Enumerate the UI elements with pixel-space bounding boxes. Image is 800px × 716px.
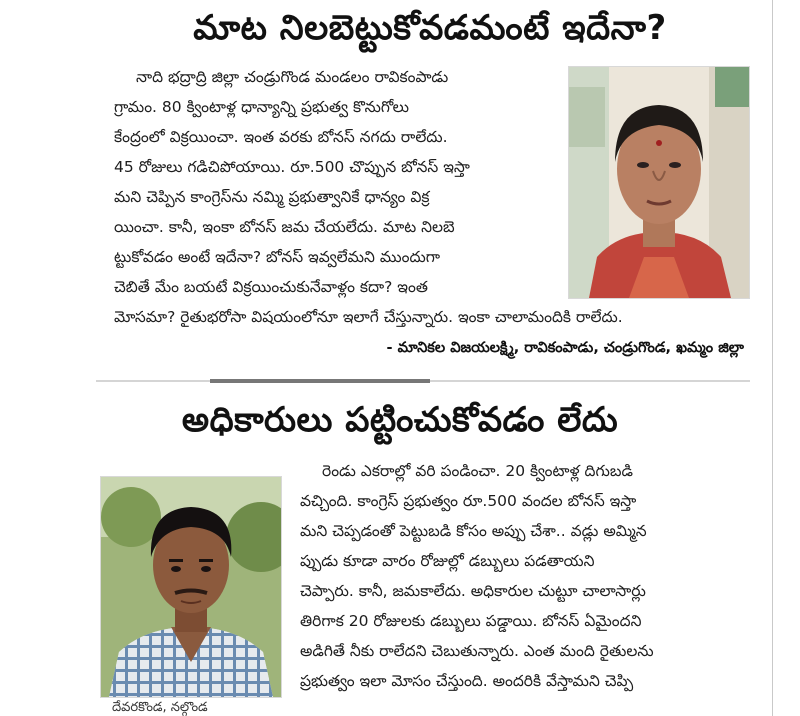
- article2-line: తిరిగాక 20 రోజులకు డబ్బులు పడ్డాయి. బోనస్ ఏమైందని: [300, 612, 642, 630]
- article2-line: ప్పుడు కూడా వారం రోజుల్లో డబ్బులు పడతాయని: [300, 552, 595, 570]
- article1-body-last: [114, 302, 746, 332]
- column-rule: [772, 0, 773, 716]
- article1-line: గ్రామం. 80 క్వింటాళ్ల ధాన్యాన్ని ప్రభుత్వ కొనుగోలు: [114, 98, 409, 116]
- article2-line: ప్రభుత్వం ఇలా మోసం చేస్తుంది. అందరికి వేస్తామని చెప్పి: [300, 672, 634, 690]
- article1-headline: మాట నిలబెట్టుకోవడమంటే ఇదేనా?: [193, 8, 667, 48]
- article2-line: అడిగితే నీకు రాలేదని చెబుతున్నారు. ఎంత మంది రైతులను: [300, 642, 654, 660]
- article2-line: వచ్చింది. కాంగ్రెస్ ప్రభుత్వం రూ.500 వందల బోనస్ ఇస్తా: [300, 492, 637, 510]
- article1-line: యించా. కానీ, ఇంకా బోనస్ జమ చేయలేదు. మాట నిలబె: [114, 218, 455, 236]
- article1-line: కేంద్రంలో విక్రయించా. ఇంత వరకు బోనస్ నగదు రాలేదు.: [114, 128, 448, 146]
- farmer-man-photo: [100, 476, 282, 698]
- article1-body: [114, 62, 558, 302]
- article1-byline: - మానికల విజయలక్ష్మి, రావికంపాడు, చండ్రుగొండ, ఖమ్మం జిల్లా: [386, 340, 744, 356]
- woman-portrait-image: [569, 67, 749, 298]
- article1-line: చెబితే మేం బయటే విక్రయించుకునేవాళ్లం కదా? ఇంత: [114, 278, 428, 296]
- section-divider-accent: [210, 379, 430, 383]
- article1-line: 45 రోజులు గడిచిపోయాయి. రూ.500 చొప్పున బోనస్ ఇస్తా: [114, 158, 470, 176]
- article2-line: చెప్పారు. కానీ, జమకాలేదు. అధికారుల చుట్టూ చాలాసార్లు: [300, 582, 646, 600]
- article1-line: మోసమా? రైతుభరోసా విషయంలోనూ ఇలాగే చేస్తున్నారు. ఇంకా చాలామందికి రాలేదు.: [114, 308, 623, 326]
- man-portrait-image: [101, 477, 281, 697]
- article2-line: మని చెప్పడంతో పెట్టుబడి కోసం అప్పు చేశా.. వడ్లు అమ్మిన: [300, 522, 647, 540]
- article2-body: [300, 456, 746, 696]
- article1-line: ట్టుకోవడం అంటే ఇదేనా? బోనస్ ఇవ్వలేమని ముందుగా: [114, 248, 441, 266]
- article2-caption-partial: దేవరకొండ, నల్గొండ: [112, 700, 208, 715]
- article2-headline: అధికారులు పట్టించుకోవడం లేదు: [181, 400, 619, 440]
- article2-line: రెండు ఎకరాల్లో వరి పండించా. 20 క్వింటాళ్ల దిగుబడి: [322, 462, 633, 480]
- article1-line: మని చెప్పిన కాంగ్రెస్‌ను నమ్మి ప్రభుత్వానికే ధాన్యం విక్ర: [114, 188, 430, 206]
- article1-line: నాది భద్రాద్రి జిల్లా చండ్రుగొండ మండలం రావికంపాడు: [136, 68, 449, 86]
- farmer-woman-photo: [568, 66, 750, 299]
